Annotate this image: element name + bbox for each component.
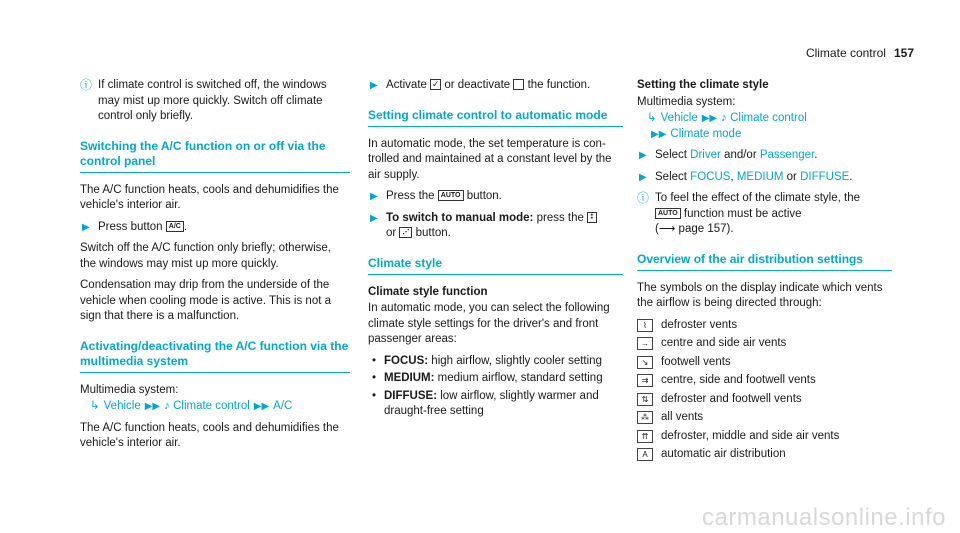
defroster-vents-icon: ⌇ xyxy=(637,319,653,332)
step-activate: ▶ Activate ✓ or deactivate the function. xyxy=(368,78,623,94)
vent-row: → centre and side air vents xyxy=(637,336,892,352)
fan-icon: ♪ xyxy=(164,400,174,412)
column-2 xyxy=(368,78,623,422)
note-auto-active: ⓘ To feel the effect of the climate style, the AUTO function must be active (⟶ page 157). xyxy=(637,191,860,235)
paragraph: In automatic mode, you can select the following climate style settings for the driver's and front passenger areas: xyxy=(368,302,610,345)
paragraph: Switch off the A/C function only briefly; otherwise, the windows may mist up more quickly. xyxy=(80,242,331,270)
page-reference-arrow-icon: ⟶ xyxy=(658,223,676,235)
auto-button-icon: AUTO xyxy=(655,208,681,219)
fan-icon: ♪ xyxy=(721,112,731,124)
vent-row: ⇈ defroster, middle and side air vents xyxy=(637,429,892,445)
chevron-icon: ▶▶ xyxy=(144,401,161,412)
info-icon: ⓘ xyxy=(80,78,93,92)
menu-path: ↳ Vehicle ▶▶ ♪ Climate control ▶▶ A/C xyxy=(90,400,293,412)
menu-path: ↳ Vehicle ▶▶ ♪ Climate control ▶▶ Climate mode xyxy=(647,112,807,140)
bullet-medium: • MEDIUM: medium airflow, standard setting xyxy=(372,372,603,384)
auto-button-icon: AUTO xyxy=(438,190,464,201)
watermark: carmanualsonline.info xyxy=(702,503,946,531)
step-manual-mode: ▶ To switch to manual mode: press the ⁑ or ⋰ button. xyxy=(368,211,623,242)
step-select-seat: ▶ Select Driver and/or Passenger. xyxy=(637,148,892,164)
heading-multimedia-ac: Activating/deactivating the A/C function via the multimedia system xyxy=(80,339,350,373)
arrow-icon: ▶ xyxy=(639,150,647,161)
page-header xyxy=(806,46,914,62)
defroster-footwell-vents-icon: ⇅ xyxy=(637,393,653,406)
column-1 xyxy=(80,78,350,458)
vent-row: ↘ footwell vents xyxy=(637,355,892,371)
column-3 xyxy=(637,78,892,466)
chevron-icon: ▶▶ xyxy=(701,113,718,124)
subheading-style-function: Climate style function xyxy=(368,285,488,298)
centre-side-vents-icon: → xyxy=(637,337,653,350)
return-arrow-icon: ↳ xyxy=(90,400,100,412)
page-number: 157 xyxy=(893,46,914,60)
info-icon: ⓘ xyxy=(637,191,650,205)
heading-auto-mode: Setting climate control to automatic mode xyxy=(368,108,623,127)
heading-switch-ac: Switching the A/C function on or off via the control panel xyxy=(80,139,350,173)
chevron-icon: ▶▶ xyxy=(651,128,667,140)
vent-row: ⇉ centre, side and footwell vents xyxy=(637,373,892,389)
step-press-ac: ▶ Press button A/C . xyxy=(80,220,350,236)
paragraph: The symbols on the display indicate which vents the airflow is being directed through: xyxy=(637,281,883,309)
checkbox-checked-icon: ✓ xyxy=(431,79,440,90)
multimedia-label: Multimedia system: xyxy=(80,383,179,396)
vent-row: A automatic air distribution xyxy=(637,447,892,463)
step-press-auto: ▶ Press the AUTO button. xyxy=(368,189,623,205)
section-title: Climate control xyxy=(805,46,886,60)
arrow-icon: ▶ xyxy=(370,80,378,91)
chevron-icon: ▶▶ xyxy=(253,401,270,412)
checkbox-empty-icon xyxy=(513,79,524,90)
note-mist: ⓘ If climate control is switched off, the windows may mist up more quickly. Switch off climate control only briefly. xyxy=(80,78,327,122)
centre-side-footwell-vents-icon: ⇉ xyxy=(637,374,653,387)
arrow-icon: ▶ xyxy=(639,171,647,183)
multimedia-label: Multimedia system: xyxy=(637,95,736,108)
fan-speed-button-icon: ⁑ xyxy=(587,212,597,223)
vent-row: ⌇ defroster vents xyxy=(637,318,892,334)
step-select-style: ▶ Select FOCUS, MEDIUM or DIFFUSE. xyxy=(637,170,892,186)
air-distribution-button-icon: ⋰ xyxy=(399,227,412,238)
ac-button-icon: A/C xyxy=(166,221,184,232)
defroster-middle-side-vents-icon: ⇈ xyxy=(637,430,653,443)
arrow-icon: ▶ xyxy=(370,212,378,224)
footwell-vents-icon: ↘ xyxy=(637,356,653,369)
subheading-setting-style: Setting the climate style xyxy=(637,79,769,91)
automatic-distribution-icon: A xyxy=(637,448,653,461)
paragraph: The A/C function heats, cools and dehumidifies the vehicle's interior air. xyxy=(80,183,339,211)
vent-row: ⇅ defroster and footwell vents xyxy=(637,392,892,408)
vent-row: ⁂ all vents xyxy=(637,410,892,426)
paragraph: The A/C function heats, cools and dehumidifies the vehicle's interior air. xyxy=(80,421,339,449)
paragraph: Condensation may drip from the underside of the vehicle when cooling mode is active. This is not a sign that there is a malfunction. xyxy=(80,279,332,322)
return-arrow-icon: ↳ xyxy=(647,112,657,124)
all-vents-icon: ⁂ xyxy=(637,411,653,424)
bullet-focus: • FOCUS: high airflow, slightly cooler setting xyxy=(372,354,602,367)
paragraph: In automatic mode, the set temperature is controlled and maintained at a constant level by the air supply. xyxy=(368,137,612,181)
arrow-icon: ▶ xyxy=(82,221,90,233)
bullet-diffuse: • DIFFUSE: low airflow, slightly warmer and draught-free setting xyxy=(372,389,599,417)
arrow-icon: ▶ xyxy=(370,191,378,202)
heading-air-distribution: Overview of the air distribution settings xyxy=(637,252,892,271)
heading-climate-style: Climate style xyxy=(368,256,623,275)
